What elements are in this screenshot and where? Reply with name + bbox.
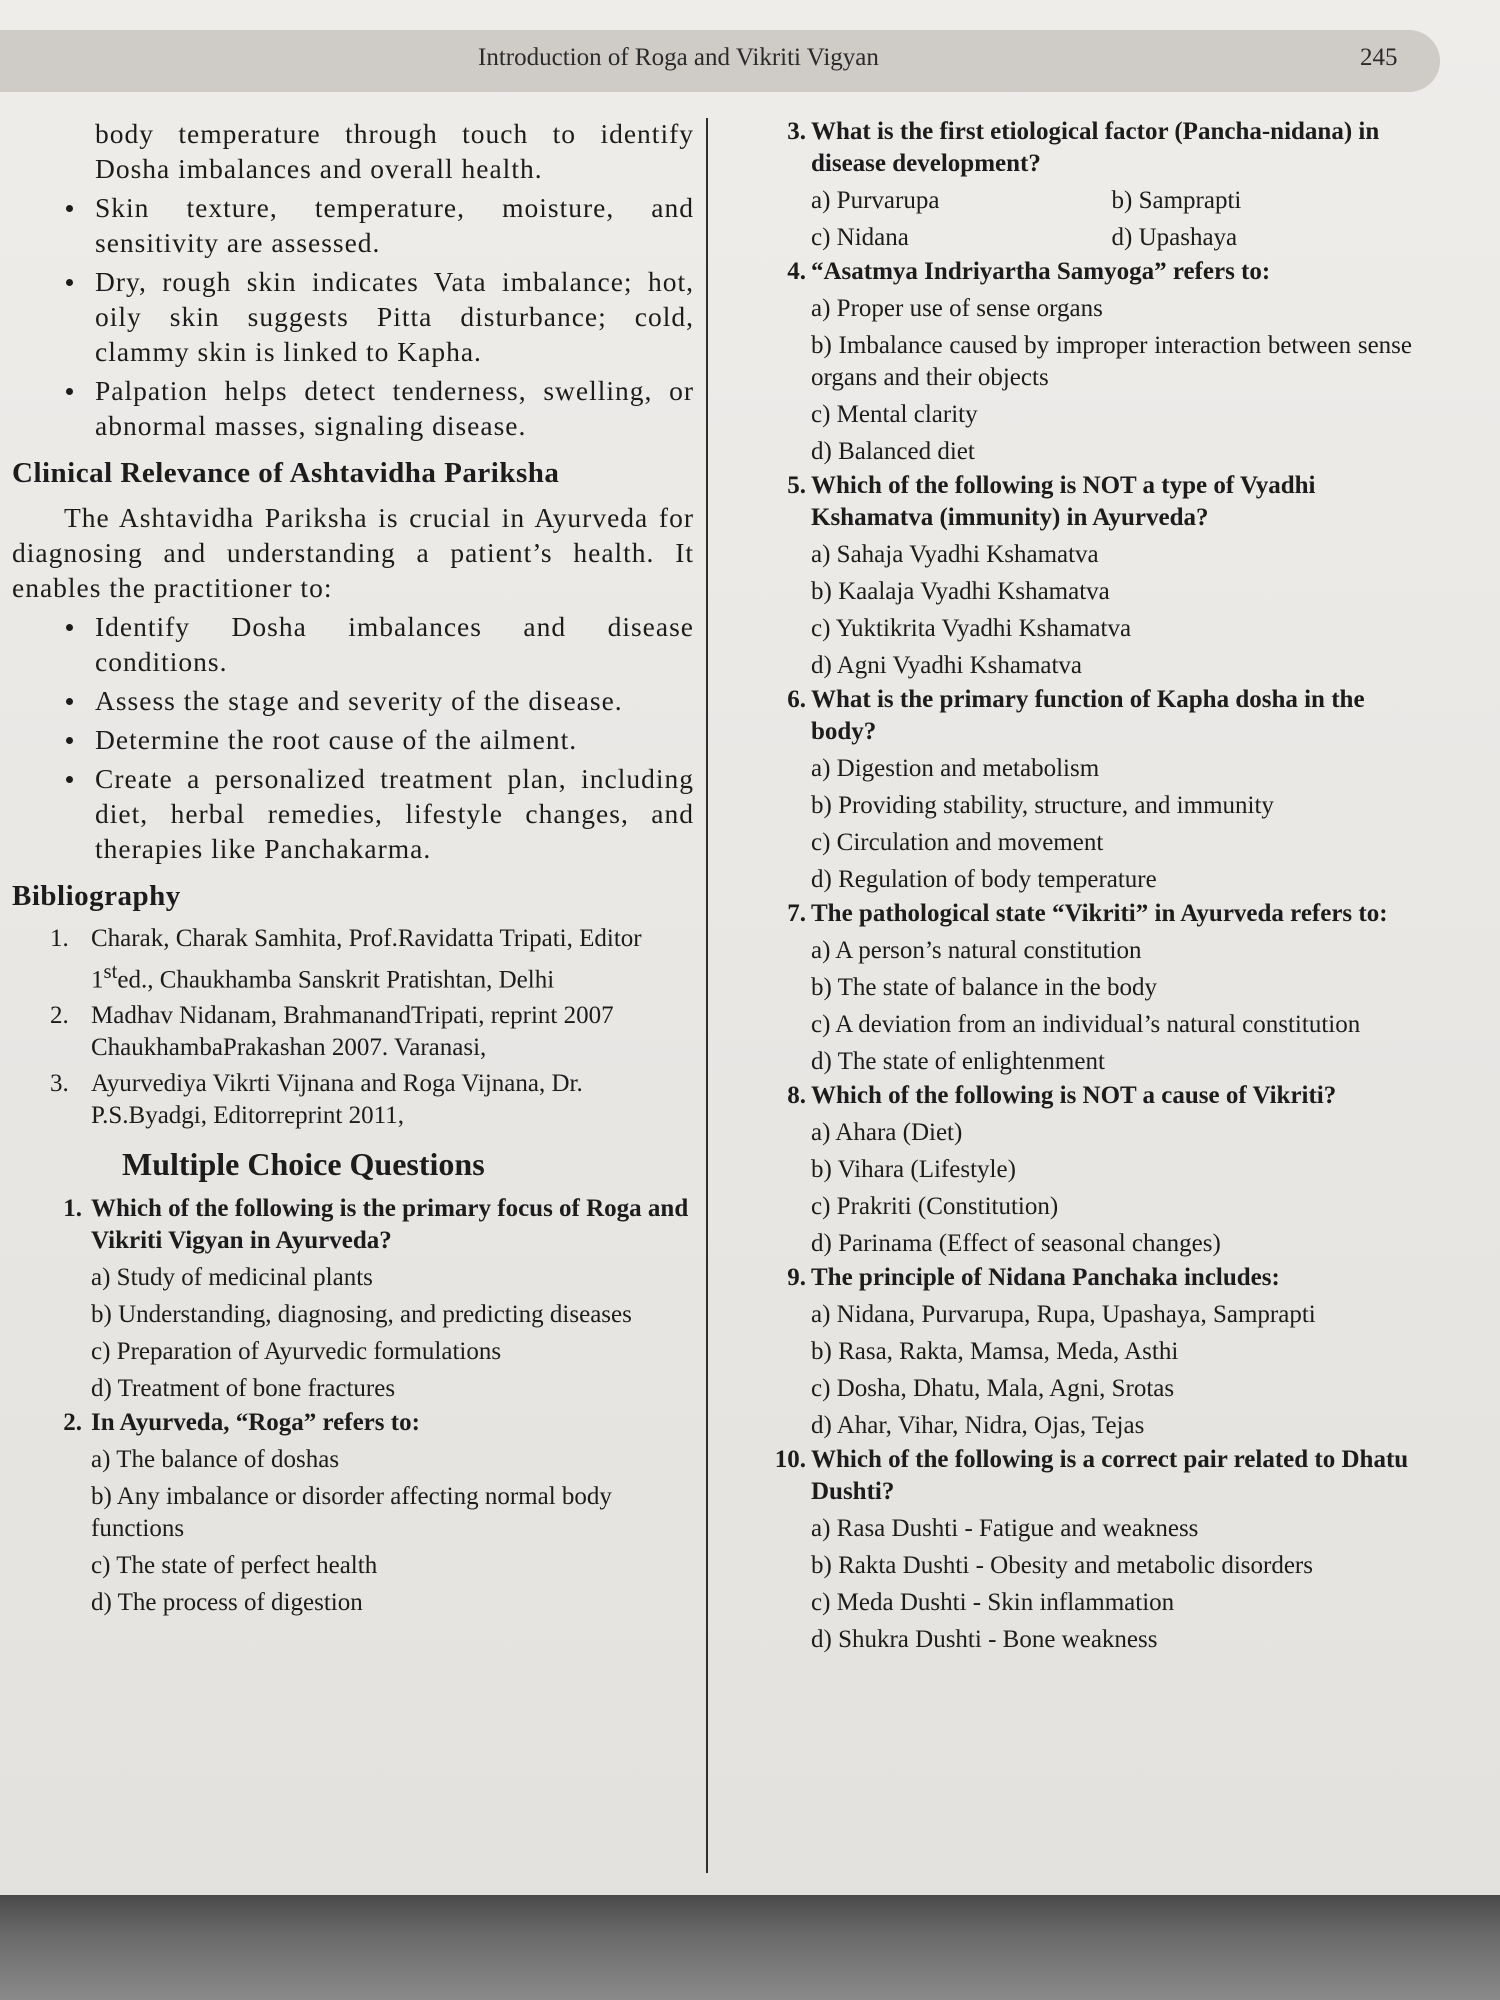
- question-6: 6. What is the primary function of Kapha dosha in the body? a) Digestion and metabolism b) Providing stability, structure, and immunity c) Circulation and movement d) Regulation of body temperature: [752, 684, 1412, 896]
- option-d: d) The process of digestion: [91, 1589, 363, 1617]
- question-9: 9. The principle of Nidana Panchaka includes: a) Nidana, Purvarupa, Rupa, Upashaya, Samprapti b) Rasa, Rakta, Mamsa, Meda, Asthi c) Dosha, Dhatu, Mala, Agni, Srotas d) Ahar, Vihar, Nidra, Ojas, Tejas: [752, 1262, 1412, 1442]
- bullet-item: Skin texture, temperature, moisture, and sensitivity are assessed.: [12, 190, 694, 260]
- option-a: a) Digestion and metabolism: [811, 755, 1100, 782]
- option-d: d) The state of enlightenment: [811, 1048, 1105, 1075]
- option-b: b) Understanding, diagnosing, and predicting diseases: [91, 1301, 632, 1329]
- bibliography-entry: 1. Charak, Charak Samhita, Prof.Ravidatta Tripati, Editor 1sted., Chaukhamba Sanskrit Pratishtan, Delhi: [50, 925, 642, 994]
- option-b: b) Kaalaja Vyadhi Kshamatva: [811, 578, 1110, 605]
- option-c: c) Circulation and movement: [811, 829, 1104, 856]
- option-b: b) Any imbalance or disorder affecting normal body functions: [91, 1483, 612, 1543]
- page-number: 245: [1360, 44, 1398, 71]
- option-d: d) Ahar, Vihar, Nidra, Ojas, Tejas: [811, 1412, 1145, 1439]
- clinical-relevance-intro: The Ashtavidha Pariksha is crucial in Ayurveda for diagnosing and understanding a patient’s health. It enables the practitioner to:: [12, 502, 694, 603]
- question-text: The pathological state “Vikriti” in Ayurveda refers to:: [811, 900, 1388, 927]
- option-a: a) Sahaja Vyadhi Kshamatva: [811, 541, 1099, 568]
- bullet-dot-icon: [66, 698, 73, 705]
- option-a: a) Study of medicinal plants: [91, 1264, 373, 1292]
- question-1: 1. Which of the following is the primary focus of Roga and Vikriti Vigyan in Ayurveda? a) Study of medicinal plants b) Understanding, diagnosing, and predicting diseases c) Preparation of Ayurvedic formulations d) Treatment of bone fractures: [12, 1193, 694, 1405]
- option-b: b) Samprapti: [1111, 187, 1242, 214]
- option-b: b) Vihara (Lifestyle): [811, 1156, 1016, 1183]
- question-4: 4. “Asatmya Indriyartha Samyoga” refers to: a) Proper use of sense organs b) Imbalance caused by improper interaction between sense organs and their objects c) Mental clarity d) Balanced diet: [752, 256, 1412, 468]
- option-a: a) Proper use of sense organs: [811, 295, 1103, 322]
- option-row: [811, 222, 1412, 254]
- option-b: b) Imbalance caused by improper interaction between sense organs and their objects: [811, 332, 1412, 391]
- option-d: d) Balanced diet: [811, 438, 975, 465]
- question-7: 7. The pathological state “Vikriti” in Ayurveda refers to: a) A person’s natural constitution b) The state of balance in the body c) A deviation from an individual’s natural constitution d) The state of enlightenment: [752, 898, 1412, 1078]
- option-a: a) The balance of doshas: [91, 1446, 340, 1474]
- question-8: 8. Which of the following is NOT a cause of Vikriti? a) Ahara (Diet) b) Vihara (Lifestyle) c) Prakriti (Constitution) d) Parinama (Effect of seasonal changes): [752, 1080, 1412, 1260]
- option-d: d) Treatment of bone fractures: [91, 1375, 396, 1403]
- question-3: 3. What is the first etiological factor (Pancha-nidana) in disease development? a) Purvarupa b) Samprapti c) Nidana d) Upashaya: [752, 116, 1412, 254]
- option-a: a) A person’s natural constitution: [811, 937, 1142, 964]
- bullet-item: Identify Dosha imbalances and disease conditions.: [12, 609, 694, 679]
- question-text: Which of the following is NOT a cause of Vikriti?: [811, 1082, 1337, 1109]
- option-c: c) Meda Dushti - Skin inflammation: [811, 1589, 1175, 1616]
- bullet-item: Dry, rough skin indicates Vata imbalance; hot, oily skin suggests Pitta disturbance; cold, clammy skin is linked to Kapha.: [12, 264, 694, 369]
- option-row: [811, 185, 1412, 217]
- question-10: 10. Which of the following is a correct pair related to Dhatu Dushti? a) Rasa Dushti - Fatigue and weakness b) Rakta Dushti - Obesity and metabolic disorders c) Meda Dushti - Skin inflammation d) Shukra Dushti - Bone weakness: [752, 1444, 1412, 1656]
- option-c: c) Mental clarity: [811, 401, 978, 428]
- bibliography-list: [12, 923, 694, 1132]
- mcq-heading: Multiple Choice Questions: [122, 1146, 485, 1183]
- question-text: “Asatmya Indriyartha Samyoga” refers to:: [811, 258, 1271, 285]
- bullet-dot-icon: [66, 776, 73, 783]
- option-c: c) Dosha, Dhatu, Mala, Agni, Srotas: [811, 1375, 1175, 1402]
- bullet-item: Palpation helps detect tenderness, swelling, or abnormal masses, signaling disease.: [12, 373, 694, 443]
- bibliography-entry: 2. Madhav Nidanam, BrahmanandTripati, reprint 2007 ChaukhambaPrakashan 2007. Varanasi,: [50, 1002, 614, 1062]
- option-b: b) Providing stability, structure, and immunity: [811, 792, 1274, 819]
- option-c: c) A deviation from an individual’s natural constitution: [811, 1011, 1361, 1038]
- option-a: a) Purvarupa: [811, 187, 940, 214]
- bullet-item: Determine the root cause of the ailment.: [12, 722, 694, 757]
- option-c: c) Yuktikrita Vyadhi Kshamatva: [811, 615, 1132, 642]
- bullet-dot-icon: [66, 624, 73, 631]
- touch-exam-bullets: [12, 190, 694, 443]
- page-bottom-shadow: [0, 1895, 1500, 2000]
- question-5: 5. Which of the following is NOT a type of Vyadhi Kshamatva (immunity) in Ayurveda? a) Sahaja Vyadhi Kshamatva b) Kaalaja Vyadhi Kshamatva c) Yuktikrita Vyadhi Kshamatva d) Agni Vyadhi Kshamatva: [752, 470, 1412, 682]
- bullet-dot-icon: [66, 279, 73, 286]
- option-d: d) Parinama (Effect of seasonal changes): [811, 1230, 1221, 1257]
- option-b: b) Rakta Dushti - Obesity and metabolic disorders: [811, 1552, 1313, 1579]
- option-c: c) Prakriti (Constitution): [811, 1193, 1059, 1220]
- left-column: [12, 116, 694, 1621]
- clinical-relevance-heading: Clinical Relevance of Ashtavidha Pariksha: [12, 457, 560, 489]
- bullet-item: Create a personalized treatment plan, including diet, herbal remedies, lifestyle changes, and therapies like Panchakarma.: [12, 761, 694, 866]
- continued-paragraph: body temperature through touch to identify Dosha imbalances and overall health.: [95, 118, 694, 184]
- bullet-dot-icon: [66, 205, 73, 212]
- question-text: What is the first etiological factor (Pancha-nidana) in disease development?: [811, 118, 1380, 177]
- question-text: What is the primary function of Kapha dosha in the body?: [811, 686, 1365, 745]
- question-text: Which of the following is NOT a type of Vyadhi Kshamatva (immunity) in Ayurveda?: [811, 472, 1316, 531]
- option-c: c) Preparation of Ayurvedic formulations: [91, 1338, 502, 1366]
- option-d: d) Agni Vyadhi Kshamatva: [811, 652, 1083, 679]
- option-c: c) Nidana: [811, 224, 909, 251]
- option-d: d) Regulation of body temperature: [811, 866, 1157, 893]
- option-d: d) Shukra Dushti - Bone weakness: [811, 1626, 1158, 1653]
- option-a: a) Rasa Dushti - Fatigue and weakness: [811, 1515, 1199, 1542]
- bullet-dot-icon: [66, 737, 73, 744]
- bibliography-heading: Bibliography: [12, 880, 181, 912]
- bullet-item: Assess the stage and severity of the disease.: [12, 683, 694, 718]
- clinical-bullets: [12, 609, 694, 866]
- bullet-dot-icon: [66, 388, 73, 395]
- question-2: 2. In Ayurveda, “Roga” refers to: a) The balance of doshas b) Any imbalance or disorder affecting normal body functions c) The state of perfect health d) The process of digestion: [12, 1407, 694, 1619]
- question-text: In Ayurveda, “Roga” refers to:: [91, 1409, 420, 1437]
- column-divider: [706, 118, 708, 1873]
- question-text: The principle of Nidana Panchaka includes:: [811, 1264, 1280, 1291]
- option-a: a) Nidana, Purvarupa, Rupa, Upashaya, Samprapti: [811, 1301, 1316, 1328]
- option-c: c) The state of perfect health: [91, 1552, 378, 1580]
- right-column: [752, 116, 1412, 1658]
- option-b: b) Rasa, Rakta, Mamsa, Meda, Asthi: [811, 1338, 1179, 1365]
- option-d: d) Upashaya: [1111, 224, 1238, 251]
- option-a: a) Ahara (Diet): [811, 1119, 963, 1146]
- question-text: Which of the following is the primary focus of Roga and Vikriti Vigyan in Ayurveda?: [91, 1195, 689, 1255]
- bibliography-entry: 3. Ayurvediya Vikrti Vijnana and Roga Vijnana, Dr. P.S.Byadgi, Editorreprint 2011,: [50, 1070, 583, 1130]
- running-header-title: Introduction of Roga and Vikriti Vigyan: [478, 44, 879, 71]
- question-text: Which of the following is a correct pair related to Dhatu Dushti?: [811, 1446, 1409, 1505]
- option-b: b) The state of balance in the body: [811, 974, 1157, 1001]
